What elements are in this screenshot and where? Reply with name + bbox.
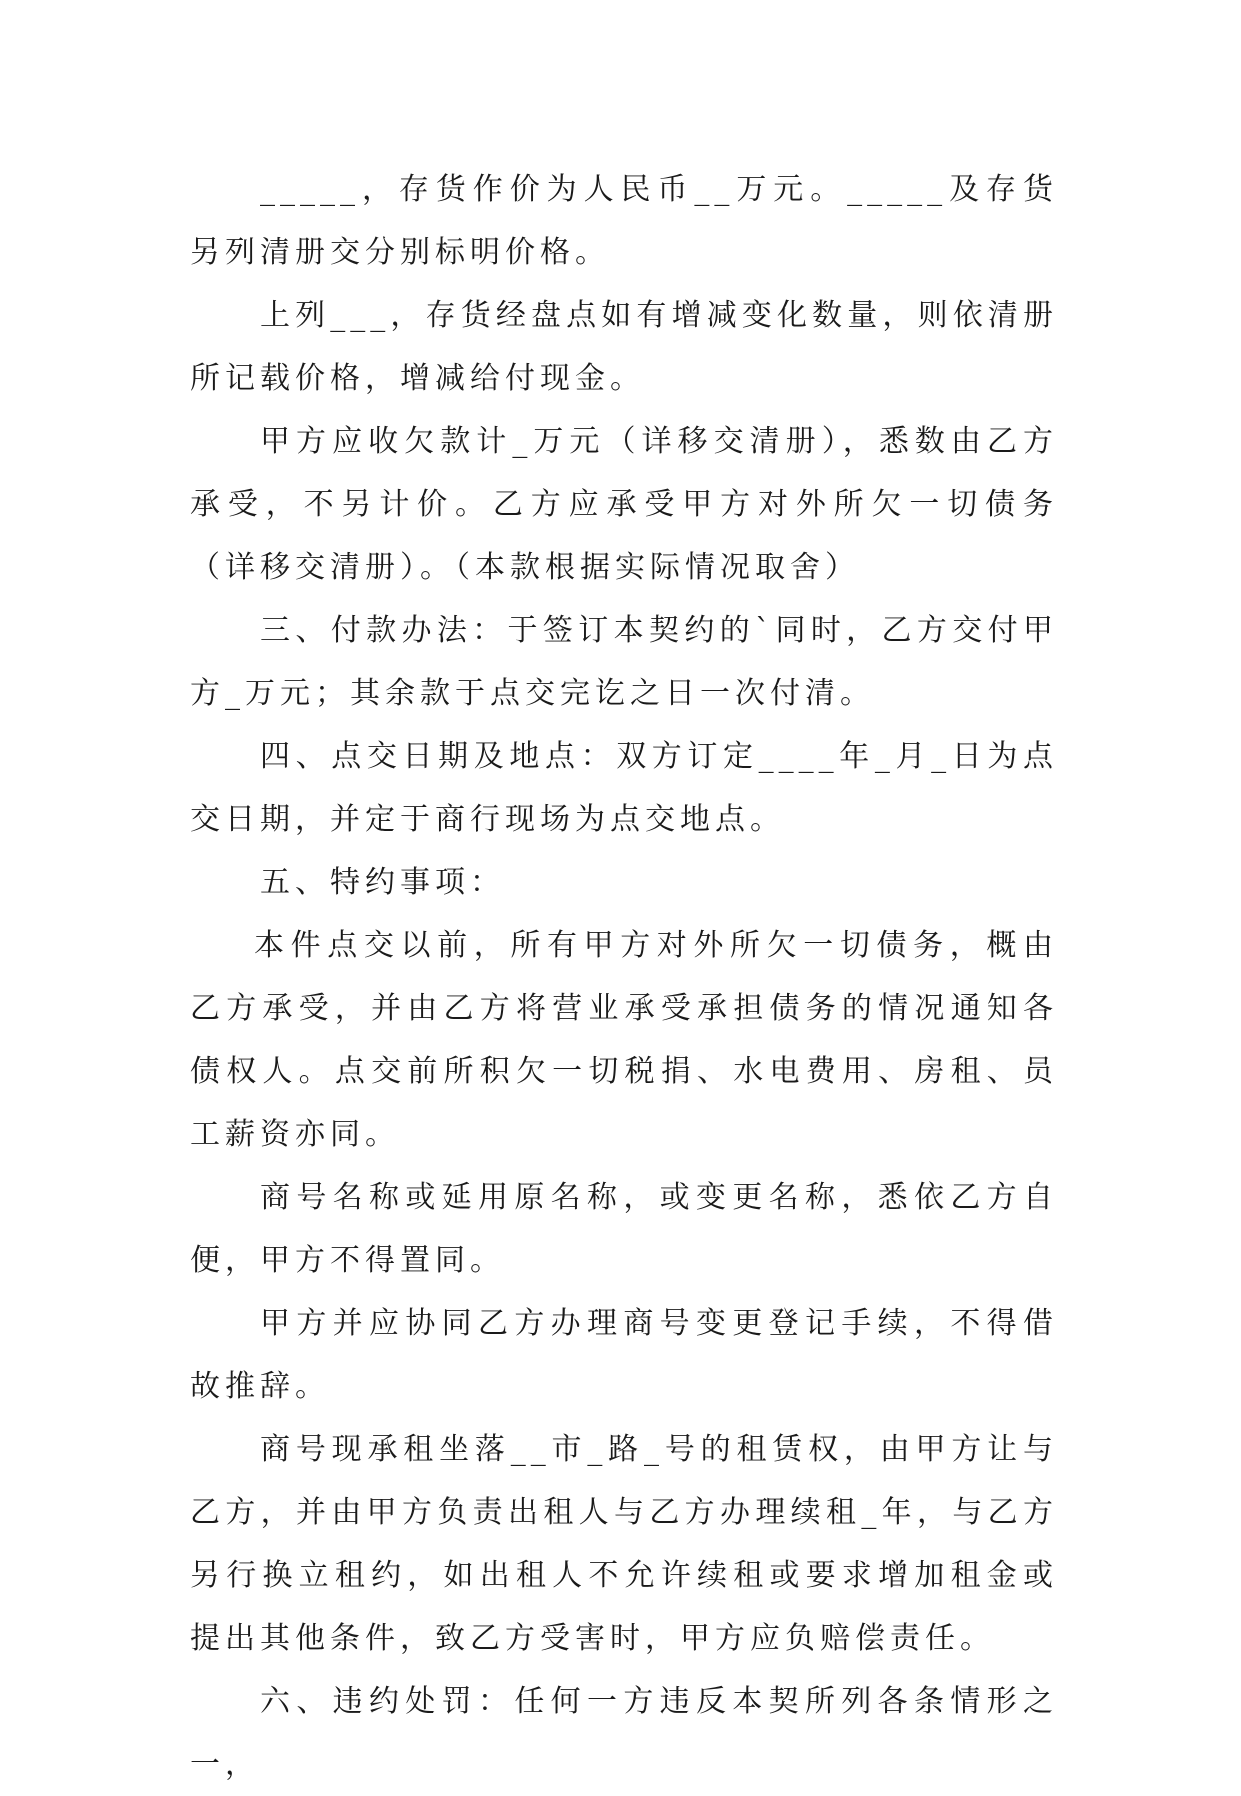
document-body — [190, 158, 1058, 1796]
paragraph-payment-method: 三、付款办法：于签订本契约的`同时，乙方交付甲方_万元；其余款于点交完讫之日一次付清。 — [190, 613, 1058, 711]
paragraph-inventory-price: _____，存货作价为人民币__万元。_____及存货另列清册交分别标明价格。 — [190, 172, 1058, 270]
paragraph-special-terms-heading: 五、特约事项： — [260, 865, 505, 900]
paragraph-registration-change: 甲方并应协同乙方办理商号变更登记手续，不得借故推辞。 — [190, 1306, 1058, 1404]
paragraph-inventory-adjustment: 上列___，存货经盘点如有增减变化数量，则依清册所记载价格，增减给付现金。 — [190, 298, 1058, 396]
paragraph-business-name: 商号名称或延用原名称，或变更名称，悉依乙方自便，甲方不得置同。 — [190, 1180, 1058, 1278]
paragraph-breach-penalty: 六、违约处罚：任何一方违反本契所列各条情形之一， — [190, 1684, 1058, 1782]
paragraph-debts-before-handover: 本件点交以前，所有甲方对外所欠一切债务，概由乙方承受，并由乙方将营业承受承担债务的情况通知各债权人。点交前所积欠一切税捐、水电费用、房租、员工薪资亦同。 — [190, 928, 1058, 1152]
paragraph-handover-date-place: 四、点交日期及地点：双方订定____年_月_日为点交日期，并定于商行现场为点交地点。 — [190, 739, 1058, 837]
paragraph-receivables-debts: 甲方应收欠款计_万元（详移交清册），悉数由乙方承受，不另计价。乙方应承受甲方对外所欠一切债务（详移交清册）。（本款根据实际情况取舍） — [190, 424, 1058, 585]
paragraph-lease-rights: 商号现承租坐落__市_路_号的租赁权，由甲方让与乙方，并由甲方负责出租人与乙方办理续租_年，与乙方另行换立租约，如出租人不允许续租或要求增加租金或提出其他条件，致乙方受害时，甲方应负赔偿责任。 — [190, 1432, 1058, 1656]
